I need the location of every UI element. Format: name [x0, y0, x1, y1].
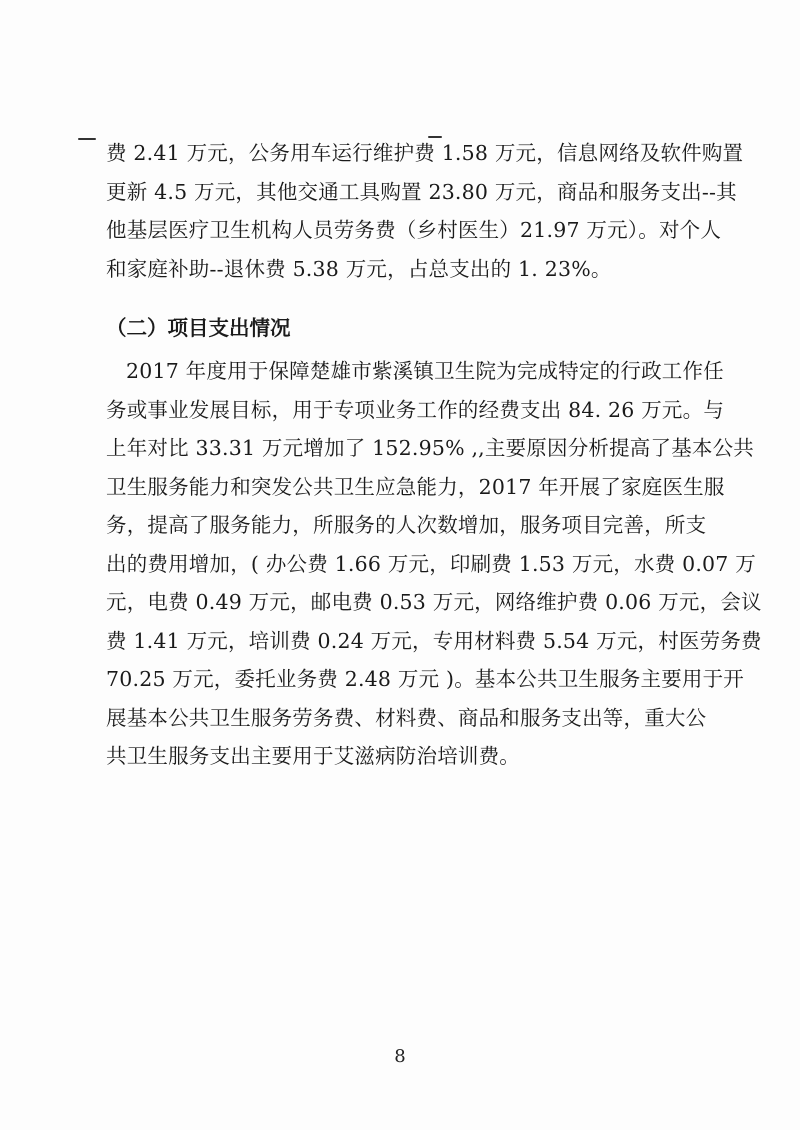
paragraph-line: 展基本公共卫生服务劳务费、材料费、商品和服务支出等，重大公 [106, 705, 707, 730]
paragraph-line: 上年对比 33.31 万元增加了 152.95% ,,主要原因分析提高了基本公共 [106, 436, 754, 460]
section-heading: （二）项目支出情况 [106, 316, 291, 340]
paragraph-line: 共卫生服务支出主要用于艾滋病防治培训费。 [106, 744, 520, 768]
paragraph-line: 务，提高了服务能力，所服务的人次数增加，服务项目完善，所支 [106, 513, 707, 537]
paragraph-line: 元，电费 0.49 万元，邮电费 0.53 万元，网络维护费 0.06 万元，会议 [106, 590, 762, 614]
paragraph-line: 2017 年度用于保障楚雄市紫溪镇卫生院为完成特定的行政工作任 [126, 359, 724, 383]
paragraph-line: 他基层医疗卫生机构人员劳务费（乡村医生）21.97 万元）。对个人 [106, 218, 722, 242]
paragraph-line: 费 2.41 万元，公务用车运行维护费 1.58 万元，信息网络及软件购置 [106, 141, 744, 165]
paragraph-line: 费 1.41 万元，培训费 0.24 万元，专用材料费 5.54 万元，村医劳务费 [106, 628, 762, 653]
paragraph-line: 卫生服务能力和突发公共卫生应急能力，2017 年开展了家庭医生服 [106, 474, 725, 499]
expenditure-continuation-paragraph [106, 134, 744, 288]
scan-mark-left [78, 138, 96, 140]
page-number: 8 [394, 1046, 406, 1067]
paragraph-line: 70.25 万元，委托业务费 2.48 万元 )。基本公共卫生服务主要用于开 [106, 667, 744, 691]
project-expenditure-paragraph [106, 352, 762, 776]
paragraph-line: 务或事业发展目标，用于专项业务工作的经费支出 84. 26 万元。与 [106, 397, 725, 422]
paragraph-line: 和家庭补助--退休费 5.38 万元，占总支出的 1. 23%。 [106, 256, 612, 281]
paragraph-line: 出的费用增加，( 办公费 1.66 万元，印刷费 1.53 万元，水费 0.07 万 [106, 551, 756, 576]
paragraph-line: 更新 4.5 万元，其他交通工具购置 23.80 万元，商品和服务支出--其 [106, 179, 737, 204]
